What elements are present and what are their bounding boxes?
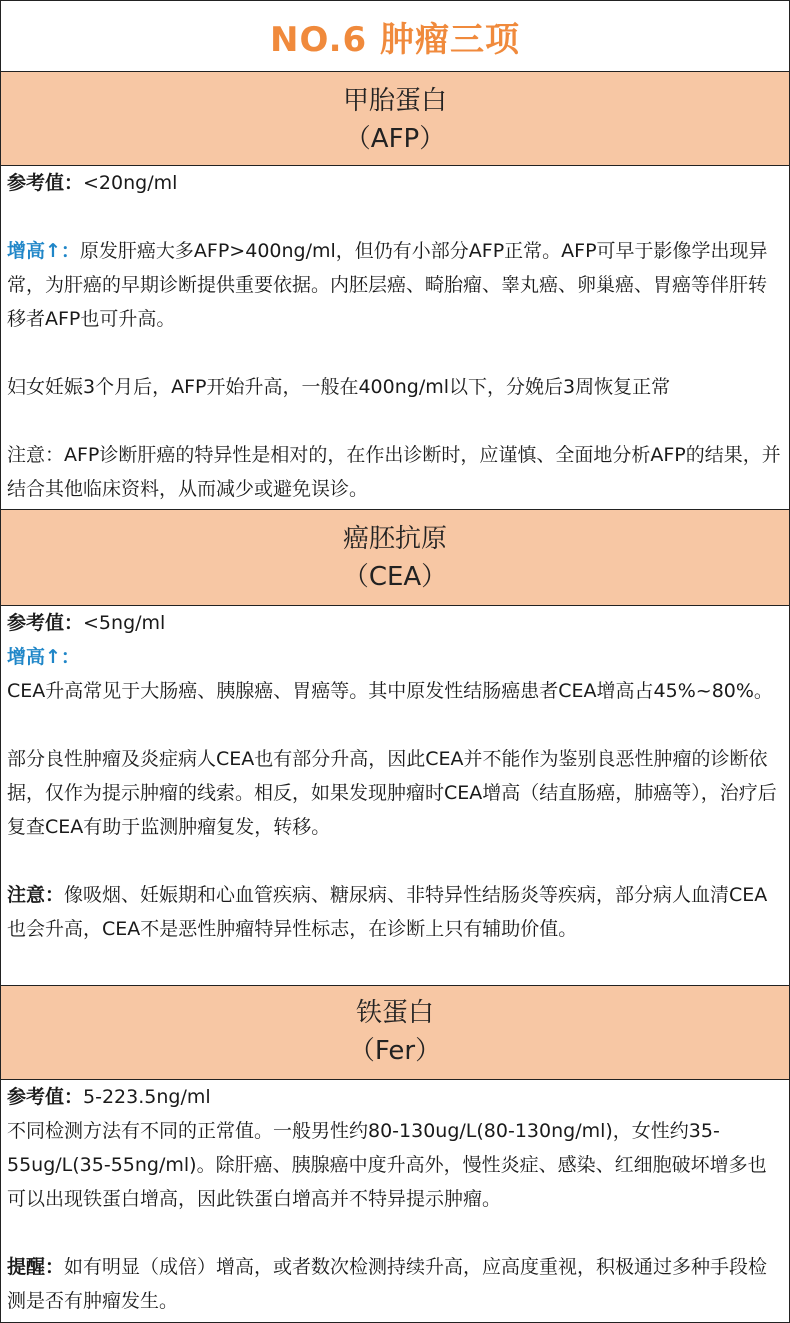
fer-ref-value: 5-223.5ng/ml <box>83 1086 211 1108</box>
fer-body <box>1 1080 789 1321</box>
afp-up-label: 增高↑： <box>7 240 80 262</box>
cea-note-text: 像吸烟、妊娠期和心血管疾病、糖尿病、非特异性结肠炎等疾病，部分病人血清CEA也会升高，CEA不是恶性肿瘤特异性标志，在诊断上只有辅助价值。 <box>7 884 768 940</box>
page-title: NO.6 肿瘤三项 <box>269 19 521 60</box>
afp-increase <box>7 234 783 336</box>
fer-remind-label: 提醒： <box>7 1256 65 1278</box>
cea-benign: 部分良性肿瘤及炎症病人CEA也有部分升高，因此CEA并不能作为鉴别良恶性肿瘤的诊断依据，仅作为提示肿瘤的线索。相反，如果发现肿瘤时CEA增高（结直肠癌，肺癌等），治疗后复查CEA有助于监测肿瘤复发，转移。 <box>7 748 777 838</box>
afp-header <box>1 72 789 166</box>
afp-reference <box>7 166 783 200</box>
afp-ref-label: 参考值： <box>7 172 84 194</box>
cea-header <box>1 510 789 606</box>
fer-name: 铁蛋白 <box>355 998 434 1028</box>
fer-remind <box>7 1250 783 1318</box>
afp-abbr: （AFP） <box>344 124 446 154</box>
title-row <box>1 1 789 72</box>
cea-up-text: CEA升高常见于大肠癌、胰腺癌、胃癌等。其中原发性结肠癌患者CEA增高占45%~80%。 <box>7 680 773 702</box>
cea-name: 癌胚抗原 <box>342 524 447 554</box>
afp-ref-value: <20ng/ml <box>83 172 178 194</box>
fer-abbr: （Fer） <box>348 1036 442 1066</box>
cea-reference <box>7 606 783 640</box>
cea-note-label: 注意： <box>7 884 65 906</box>
afp-pregnancy: 妇女妊娠3个月后，AFP开始升高，一般在400ng/ml以下，分娩后3周恢复正常 <box>7 376 671 398</box>
afp-name: 甲胎蛋白 <box>342 86 447 116</box>
cea-note <box>7 878 783 946</box>
afp-body <box>1 166 789 510</box>
fer-header <box>1 986 789 1080</box>
cea-ref-value: <5ng/ml <box>83 612 166 634</box>
afp-note: 注意：AFP诊断肝癌的特异性是相对的，在作出诊断时，应谨慎、全面地分析AFP的结果，并结合其他临床资料，从而减少或避免误诊。 <box>7 444 781 500</box>
fer-remind-text: 如有明显（成倍）增高，或者数次检测持续升高，应高度重视，积极通过多种手段检测是否有肿瘤发生。 <box>7 1256 768 1312</box>
cea-abbr: （CEA） <box>342 562 448 592</box>
cea-body <box>1 606 789 986</box>
fer-ref-label: 参考值： <box>7 1086 84 1108</box>
fer-detail: 不同检测方法有不同的正常值。一般男性约80-130ug/L(80-130ng/ml)，女性约35-55ug/L(35-55ng/ml)。除肝癌、胰腺癌中度升高外，慢性炎症、感染、红细胞破坏增多也可以出现铁蛋白增高，因此铁蛋白增高并不特异提示肿瘤。 <box>7 1120 767 1210</box>
cea-ref-label: 参考值： <box>7 612 84 634</box>
cea-up-label: 增高↑： <box>7 646 80 668</box>
fer-reference <box>7 1080 783 1114</box>
afp-up-text: 原发肝癌大多AFP>400ng/ml，但仍有小部分AFP正常。AFP可早于影像学出现异常，为肝癌的早期诊断提供重要依据。内胚层癌、畸胎瘤、睾丸癌、卵巢癌、胃癌等伴肝转移者AFP也可升高。 <box>7 240 768 330</box>
